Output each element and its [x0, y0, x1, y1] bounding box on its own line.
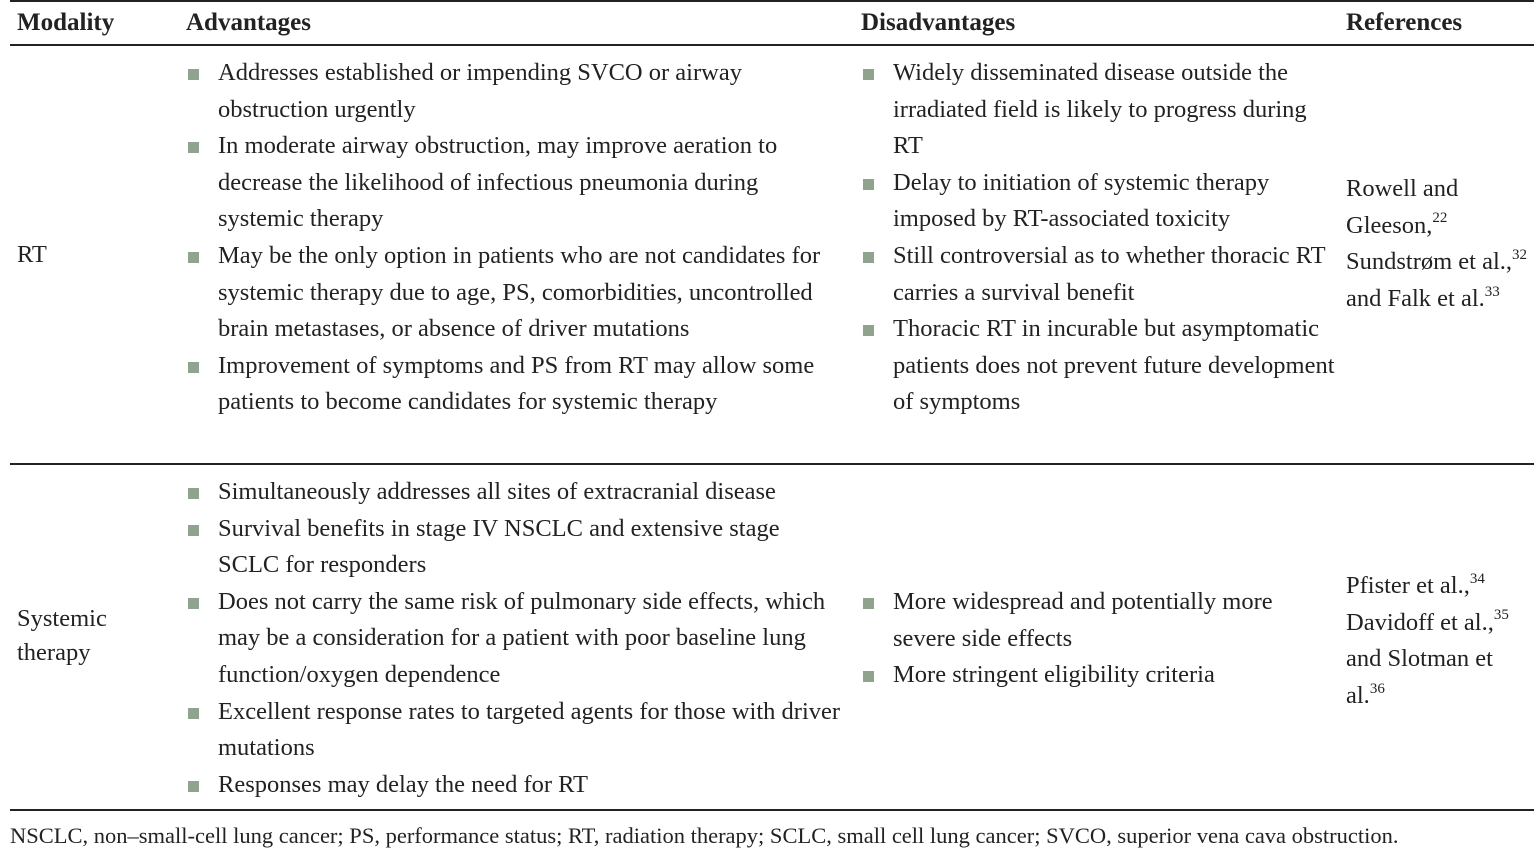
bullet-square-icon	[188, 525, 199, 536]
bullet-square-icon	[863, 671, 874, 682]
bullet-square-icon	[188, 142, 199, 153]
list-item: Delay to initiation of systemic therapy imposed by RT-associated toxicity	[861, 165, 1336, 238]
bullet-square-icon	[863, 325, 874, 336]
header-references: References	[1346, 9, 1463, 36]
bullet-square-icon	[863, 252, 874, 263]
row-divider	[10, 463, 1534, 465]
list-item: May be the only option in patients who are not candidates for systemic therapy due to age, PS, comorbidities, uncontrolled brain metastases, or absence of driver mutations	[186, 238, 846, 348]
bullet-square-icon	[188, 488, 199, 499]
list-item: Widely disseminated disease outside the irradiated field is likely to progress during RT	[861, 55, 1336, 165]
bullet-square-icon	[863, 598, 874, 609]
list-item: Still controversial as to whether thoracic RT carries a survival benefit	[861, 238, 1336, 311]
bullet-square-icon	[188, 252, 199, 263]
table-footnote: NSCLC, non–small-cell lung cancer; PS, performance status; RT, radiation therapy; SCLC, small cell lung cancer; SVCO, superior vena cava obstruction.	[10, 823, 1399, 848]
list-item: In moderate airway obstruction, may improve aeration to decrease the likelihood of infectious pneumonia during systemic therapy	[186, 128, 846, 238]
bullet-square-icon	[188, 362, 199, 373]
list-item: Excellent response rates to targeted agents for those with driver mutations	[186, 694, 846, 767]
row-rt-disadvantages	[861, 55, 1336, 421]
header-disadvantages: Disadvantages	[861, 9, 1016, 36]
row-systemic-modality: Systemic therapy	[17, 605, 107, 666]
row-rt-modality: RT	[17, 241, 47, 268]
list-item: More widespread and potentially more severe side effects	[861, 584, 1336, 657]
list-item: Simultaneously addresses all sites of extracranial disease	[186, 474, 846, 511]
list-item: More stringent eligibility criteria	[861, 657, 1336, 694]
row-systemic-disadvantages	[861, 584, 1336, 694]
row-systemic-references: Pfister et al.,$^{34}$ Davidoff et al.,$^{35}$ and Slotman et al.$^{36}$	[1346, 570, 1509, 709]
header-modality: Modality	[17, 9, 115, 36]
bullet-square-icon	[188, 781, 199, 792]
list-item: Does not carry the same risk of pulmonary side effects, which may be a consideration for a patient with poor baseline lung function/oxygen dependence	[186, 584, 846, 694]
header-rule	[10, 44, 1534, 46]
table-top-rule	[10, 0, 1534, 2]
bullet-square-icon	[188, 69, 199, 80]
list-item: Survival benefits in stage IV NSCLC and extensive stage SCLC for responders	[186, 511, 846, 584]
row-rt-references: Rowell and Gleeson,$^{22}$ Sundstrøm et al.,$^{32}$ and Falk et al.$^{33}$	[1346, 175, 1528, 312]
row-rt-advantages	[186, 55, 846, 421]
header-advantages: Advantages	[186, 9, 312, 36]
list-item: Addresses established or impending SVCO or airway obstruction urgently	[186, 55, 846, 128]
list-item: Thoracic RT in incurable but asymptomatic patients does not prevent future development of symptoms	[861, 311, 1336, 421]
row-systemic-advantages	[186, 474, 846, 803]
bullet-square-icon	[188, 598, 199, 609]
bullet-square-icon	[188, 708, 199, 719]
bullet-square-icon	[863, 69, 874, 80]
bullet-square-icon	[863, 179, 874, 190]
table-bottom-rule	[10, 809, 1534, 811]
list-item: Improvement of symptoms and PS from RT may allow some patients to become candidates for systemic therapy	[186, 348, 846, 421]
list-item: Responses may delay the need for RT	[186, 767, 846, 804]
